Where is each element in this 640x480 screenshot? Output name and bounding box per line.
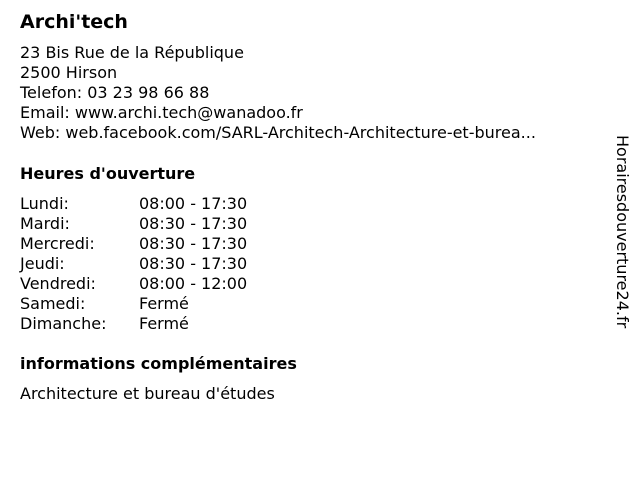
address-city: 2500 Hirson — [20, 63, 118, 82]
hours-time: 08:00 - 17:30 — [139, 194, 248, 213]
hours-time: Fermé — [139, 314, 189, 333]
hours-day: Lundi: — [20, 194, 69, 213]
hours-day: Vendredi: — [20, 274, 96, 293]
hours-row-vendredi — [20, 274, 320, 294]
hours-day: Dimanche: — [20, 314, 107, 333]
phone-line: Telefon: 03 23 98 66 88 — [20, 83, 210, 102]
hours-time: Fermé — [139, 294, 189, 313]
hours-heading: Heures d'ouverture — [20, 164, 196, 183]
watermark-text: Horairesdouverture24.fr — [613, 135, 632, 329]
hours-time: 08:30 - 17:30 — [139, 254, 248, 273]
info-heading: informations complémentaires — [20, 354, 297, 373]
hours-time: 08:00 - 12:00 — [139, 274, 248, 293]
hours-time: 08:30 - 17:30 — [139, 214, 248, 233]
hours-row-lundi — [20, 194, 320, 214]
watermark — [612, 135, 634, 375]
hours-row-dimanche — [20, 314, 320, 334]
address-street: 23 Bis Rue de la République — [20, 43, 244, 62]
hours-time: 08:30 - 17:30 — [139, 234, 248, 253]
hours-day: Jeudi: — [20, 254, 65, 273]
hours-day: Mercredi: — [20, 234, 95, 253]
web-line: Web: web.facebook.com/SARL-Architech-Architecture-et-burea... — [20, 123, 536, 142]
hours-table — [20, 194, 320, 334]
hours-day: Samedi: — [20, 294, 86, 313]
hours-row-mercredi — [20, 234, 320, 254]
info-text: Architecture et bureau d'études — [20, 384, 275, 403]
contact-block — [20, 43, 595, 143]
hours-row-samedi — [20, 294, 320, 314]
hours-day: Mardi: — [20, 214, 70, 233]
business-name: Archi'tech — [20, 11, 128, 33]
hours-row-jeudi — [20, 254, 320, 274]
hours-row-mardi — [20, 214, 320, 234]
email-line: Email: www.archi.tech@wanadoo.fr — [20, 103, 303, 122]
